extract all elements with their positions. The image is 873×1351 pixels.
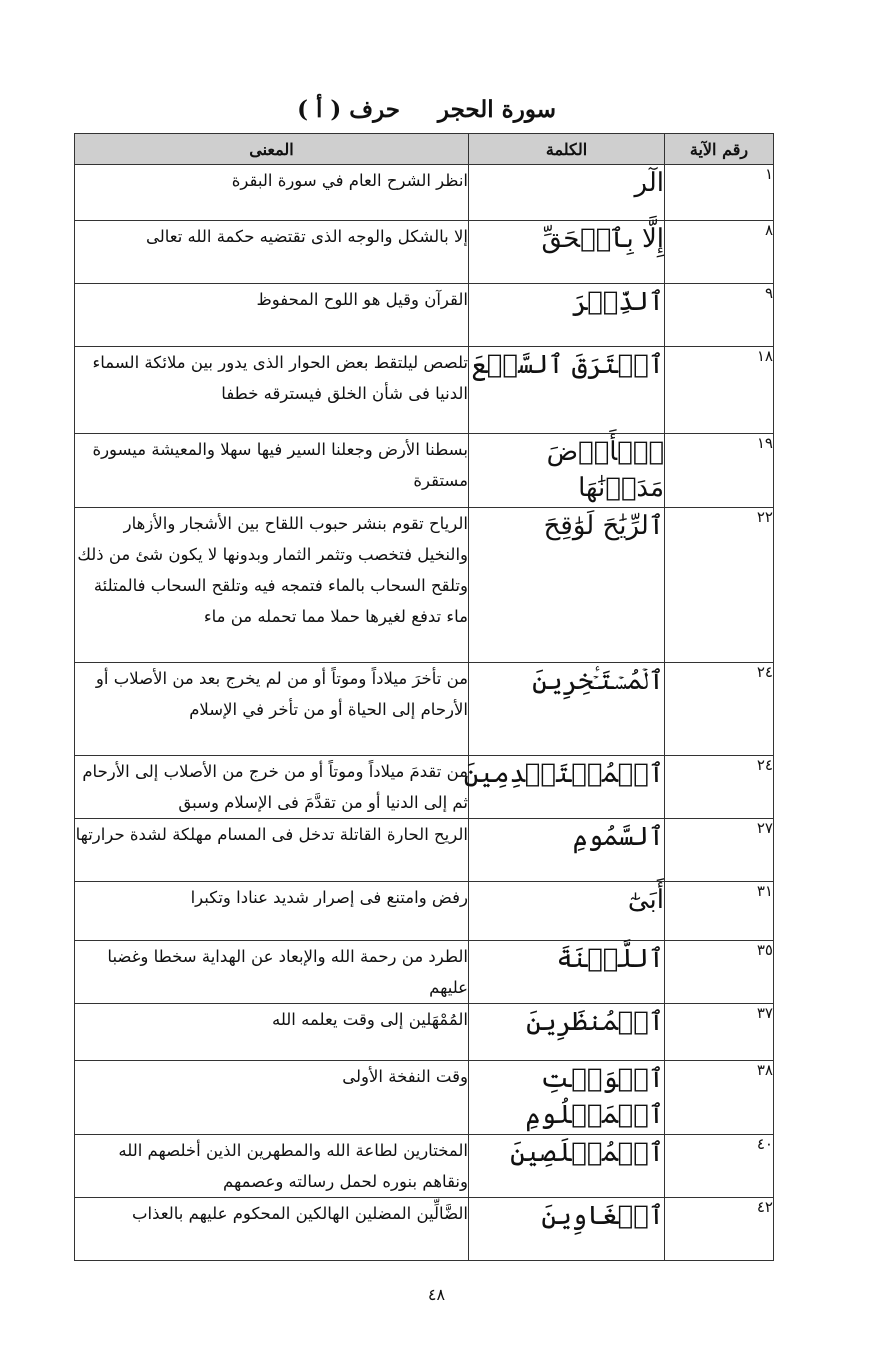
verse-number: ١٨ — [665, 347, 774, 434]
page-header — [70, 96, 774, 130]
verse-number: ٣٥ — [665, 940, 774, 1003]
table-row — [75, 818, 774, 881]
quran-word: ٱلرِّيَٰحَ لَوَٰقِحَ — [469, 507, 665, 662]
word-meaning: الريح الحارة القاتلة تدخل فى المسام مهلكة لشدة حرارتها — [75, 818, 469, 881]
verse-number: ٤٢ — [665, 1197, 774, 1260]
quran-word: ٱلۡمُنظَرِينَ — [469, 1003, 665, 1060]
word-meaning: القرآن وقيل هو اللوح المحفوظ — [75, 284, 469, 347]
table-row — [75, 1197, 774, 1260]
word-meaning: المُمْهَلين إلى وقت يعلمه الله — [75, 1003, 469, 1060]
word-meaning: إلا بالشكل والوجه الذى تقتضيه حكمة الله تعالى — [75, 221, 469, 284]
table-row — [75, 284, 774, 347]
word-meaning: من تأخرَ ميلاداً وموتاً أو من لم يخرج بعد من الأصلاب أو الأرحام إلى الحياة أو من تأخر في الإسلام — [75, 662, 469, 755]
quran-word: ٱسۡتَرَقَ ٱلسَّمۡعَ — [469, 347, 665, 434]
word-meaning: بسطنا الأرض وجعلنا السير فيها سهلا والمعيشة ميسورة مستقرة — [75, 434, 469, 508]
verse-number: ٣٧ — [665, 1003, 774, 1060]
word-meaning: وقت النفخة الأولى — [75, 1060, 469, 1134]
verse-number: ٨ — [665, 221, 774, 284]
header-meaning: المعنى — [75, 134, 469, 165]
table-row — [75, 755, 774, 818]
verse-number: ٢٧ — [665, 818, 774, 881]
table-row — [75, 1134, 774, 1197]
verse-number: ٢٤ — [665, 662, 774, 755]
word-meaning: الطرد من رحمة الله والإبعاد عن الهداية سخطا وغضبا عليهم — [75, 940, 469, 1003]
verse-number: ٣٨ — [665, 1060, 774, 1134]
quran-word: ٱلسَّمُومِ — [469, 818, 665, 881]
quran-word: ٱلۡوَقۡتِ ٱلۡمَعۡلُومِ — [469, 1060, 665, 1134]
table-row — [75, 507, 774, 662]
word-meaning: الضَّالِّين المضلين الهالكين المحكوم عليهم بالعذاب — [75, 1197, 469, 1260]
verse-number: ١٩ — [665, 434, 774, 508]
table-row — [75, 1003, 774, 1060]
quran-word: ٱلۡمُخۡلَصِينَ — [469, 1134, 665, 1197]
verse-number: ٣١ — [665, 881, 774, 940]
table-row — [75, 1060, 774, 1134]
verse-number: ٢٤ — [665, 755, 774, 818]
verse-number: ٩ — [665, 284, 774, 347]
page-number: ٤٨ — [427, 1285, 446, 1304]
verse-number: ١ — [665, 165, 774, 221]
vocabulary-table — [74, 133, 774, 1261]
table-row — [75, 434, 774, 508]
table-header-row — [75, 134, 774, 165]
table-row — [75, 347, 774, 434]
quran-word: ٱلۡغَاوِينَ — [469, 1197, 665, 1260]
header-word: الكلمة — [469, 134, 665, 165]
verse-number: ٤٠ — [665, 1134, 774, 1197]
table-row — [75, 662, 774, 755]
word-meaning: من تقدمَ ميلاداً وموتاً أو من خرج من الأصلاب إلى الأرحام ثم إلى الدنيا أو من تقدَّمَ فى الإسلام وسبق — [75, 755, 469, 818]
quran-word: ٱلۡمُسۡتَقۡدِمِينَ — [469, 755, 665, 818]
word-meaning: رفض وامتنع فى إصرار شديد عنادا وتكبرا — [75, 881, 469, 940]
quran-word: أَبَىٰٓ — [469, 881, 665, 940]
quran-word: ٱلۡمُسۡتَـٔۡخِرِينَ — [469, 662, 665, 755]
verse-number: ٢٢ — [665, 507, 774, 662]
letter-title: حرف ( أ ) — [297, 96, 400, 123]
quran-word: ٱلۡأَرۡضَ مَدَدۡنَٰهَا — [469, 434, 665, 508]
word-meaning: الرياح تقوم بنشر حبوب اللقاح بين الأشجار والأزهار والنخيل فتخصب وتثمر الثمار وبدونها لا يكون شئ من ذلك وتلقح السحاب بالماء فتمجه فيه وتلقح السحاب فالمتلئة ماء تدفع لغيرها حملا مما تحمله من ماء — [75, 507, 469, 662]
table-row — [75, 940, 774, 1003]
word-meaning: المختارين لطاعة الله والمطهرين الذين أخلصهم الله ونقاهم بنوره لحمل رسالته وعصمهم — [75, 1134, 469, 1197]
table-row — [75, 221, 774, 284]
quran-word: إِلَّا بِٱلۡحَقِّ — [469, 221, 665, 284]
surah-title: سورة الحجر — [437, 96, 556, 123]
quran-word: ٱلذِّكۡرَ — [469, 284, 665, 347]
table-row — [75, 881, 774, 940]
word-meaning: تلصص ليلتقط بعض الحوار الذى يدور بين ملائكة السماء الدنيا فى شأن الخلق فيسترقه خطفا — [75, 347, 469, 434]
table-body — [75, 165, 774, 1261]
word-meaning: انظر الشرح العام في سورة البقرة — [75, 165, 469, 221]
header-verse-number: رقم الآية — [665, 134, 774, 165]
quran-word: ٱللَّعۡنَةَ — [469, 940, 665, 1003]
table-row — [75, 165, 774, 221]
quran-word: الٓر — [469, 165, 665, 221]
